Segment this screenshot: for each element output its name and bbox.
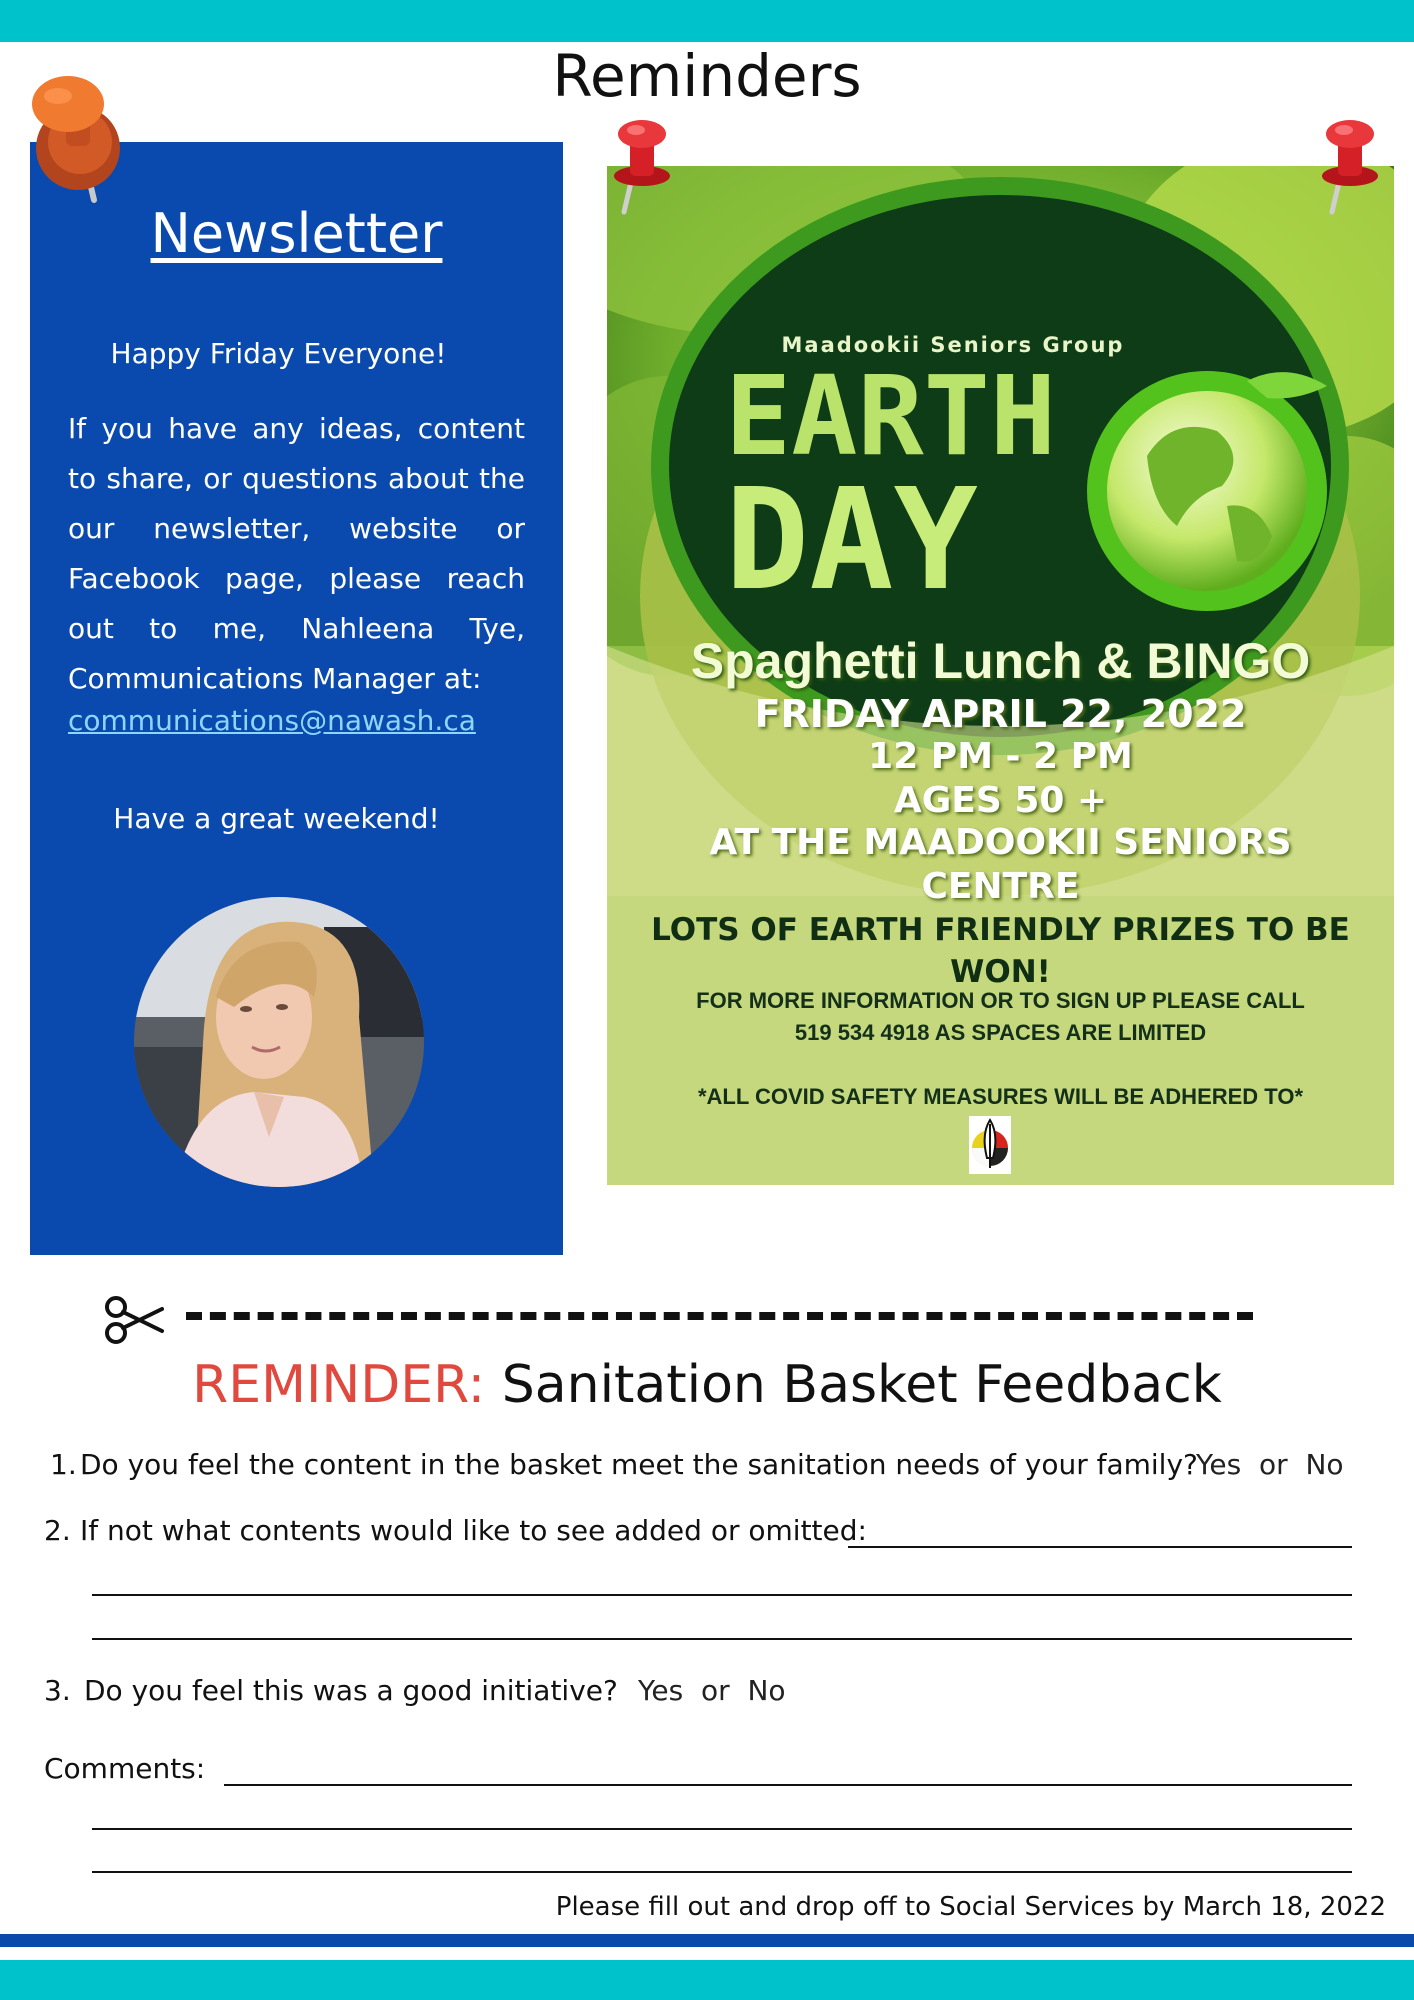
question-3-options[interactable]: Yes or No [638,1674,786,1707]
red-pushpin-icon [1318,116,1382,220]
poster-event: Spaghetti Lunch & BINGO [690,633,1311,689]
email-link[interactable]: communications@nawash.ca [68,704,476,737]
newsletter-greeting: Happy Friday Everyone! [110,337,447,370]
newsletter-panel [30,142,563,1255]
poster-ages: AGES 50 + [893,780,1108,821]
question-1-number: 1. [50,1448,77,1481]
newsletter-heading: Newsletter [150,202,443,265]
poster-title-day: DAY [725,459,978,622]
medicine-wheel-feather-icon [969,1116,1011,1178]
poster-info-line2: 519 534 4918 AS SPACES ARE LIMITED [794,1020,1207,1045]
poster-location-line1: AT THE MAADOOKII SENIORS [709,822,1292,863]
red-pushpin-icon [610,116,674,220]
comments-label: Comments: [44,1752,206,1785]
newsletter-signoff: Have a great weekend! [113,802,440,835]
poster-covid-note: *ALL COVID SAFETY MEASURES WILL BE ADHERED TO* [697,1084,1304,1109]
answer-line[interactable] [92,1638,1352,1640]
question-1: Do you feel the content in the basket meet the sanitation needs of your family? [80,1448,1198,1481]
poster-prizes-line2: WON! [950,954,1051,990]
question-1-options[interactable]: Yes or No [1196,1448,1344,1481]
poster-location-line2: CENTRE [921,866,1080,907]
comments-line[interactable] [92,1828,1352,1830]
bottom-teal-bar [0,1960,1414,2000]
question-2: If not what contents would like to see added or omitted: [80,1514,867,1547]
comments-line[interactable] [92,1871,1352,1873]
poster-date: FRIDAY APRIL 22, 2022 [754,692,1247,736]
feedback-title [0,1355,1414,1415]
question-3: Do you feel this was a good initiative? [84,1674,618,1707]
poster-time: 12 PM - 2 PM [868,736,1133,777]
answer-line[interactable] [848,1546,1352,1548]
cut-here-line [186,1312,1253,1320]
page-title: Reminders [552,42,862,110]
orange-pushpin-icon [28,76,128,210]
poster-title-earth: EARTH [725,352,1057,480]
poster-info-line1: FOR MORE INFORMATION OR TO SIGN UP PLEASE CALL [696,988,1305,1013]
comments-line[interactable] [224,1784,1352,1786]
answer-line[interactable] [92,1594,1352,1596]
top-accent-bar [0,0,1414,42]
poster-prizes-line1: LOTS OF EARTH FRIENDLY PRIZES TO BE [651,912,1350,948]
earth-day-poster [607,166,1394,1185]
question-2-number: 2. [44,1514,71,1547]
bottom-blue-bar [0,1934,1414,1947]
author-portrait [134,897,424,1187]
scissors-icon [104,1295,164,1349]
deadline-note: Please fill out and drop off to Social Services by March 18, 2022 [555,1892,1386,1922]
poster-group-name: Maadookii Seniors Group [781,333,1125,357]
question-3-number: 3. [44,1674,71,1707]
newsletter-body: If you have any ideas, content to share, or questions about the our newsletter, website or Facebook page, please reach out to me, Nahleena Tye, Communications Manager at: [68,412,525,695]
feedback-title-text: Sanitation Basket Feedback [501,1355,1222,1415]
reminder-label: REMINDER: [192,1355,486,1415]
